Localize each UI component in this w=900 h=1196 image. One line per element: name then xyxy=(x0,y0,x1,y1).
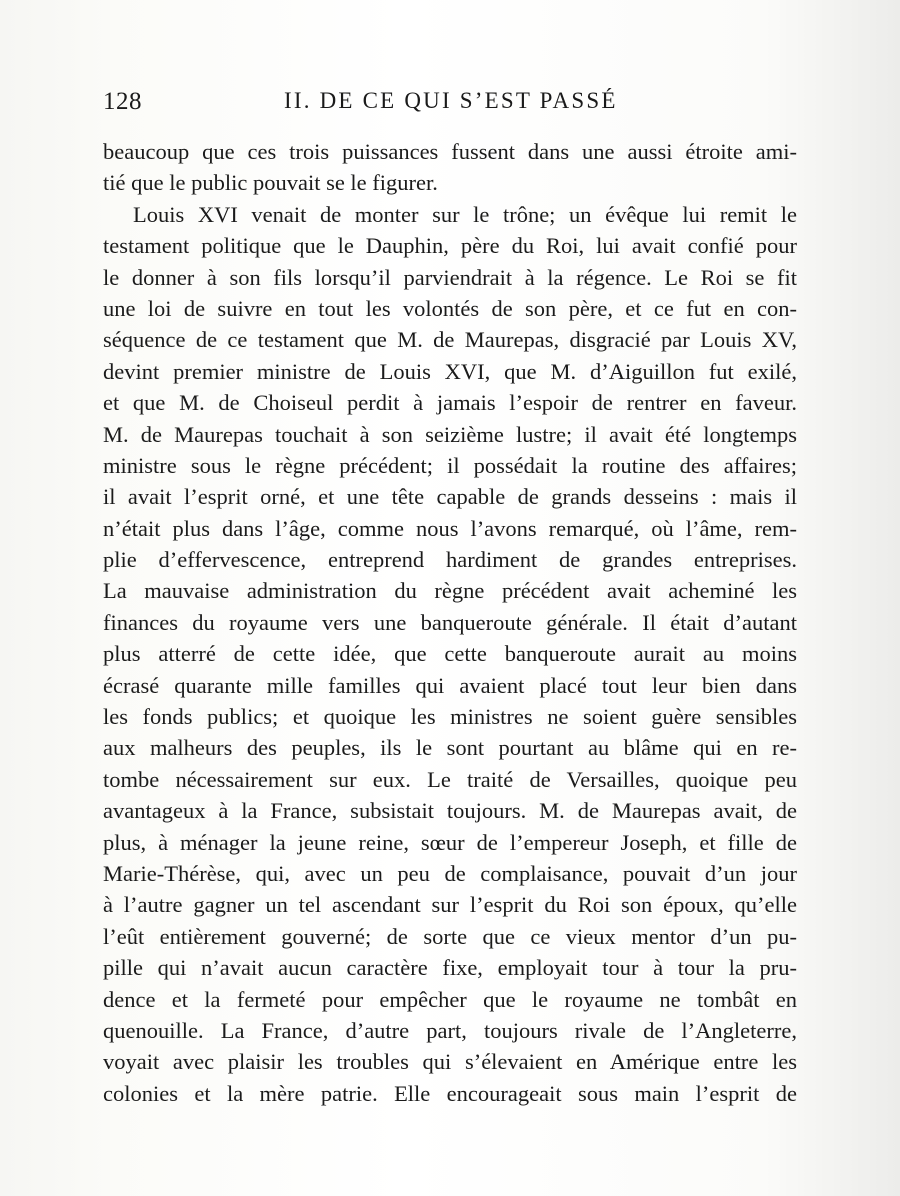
text-line: l’eût entièrement gouverné; de sorte que ce vieux mentor d’un pu- xyxy=(103,923,797,949)
text-line: n’était plus dans l’âge, comme nous l’avons remarqué, où l’âme, rem- xyxy=(103,515,797,541)
page-number: 128 xyxy=(103,88,142,115)
text-line: plus atterré de cette idée, que cette banqueroute aurait au moins xyxy=(103,641,797,667)
running-head: II. DE CE QUI S’EST PASSÉ xyxy=(284,88,618,113)
text-line: à l’autre gagner un tel ascendant sur l’esprit du Roi son époux, qu’elle xyxy=(103,892,797,918)
text-line: quenouille. La France, d’autre part, toujours rivale de l’Angleterre, xyxy=(103,1017,797,1043)
text-line: Marie-Thérèse, qui, avec un peu de complaisance, pouvait d’un jour xyxy=(103,860,797,886)
text-line: finances du royaume vers une banqueroute générale. Il était d’autant xyxy=(103,609,797,635)
text-line: M. de Maurepas touchait à son seizième lustre; il avait été longtemps xyxy=(103,421,797,447)
text-line: écrasé quarante mille familles qui avaient placé tout leur bien dans xyxy=(103,672,797,698)
text-line: colonies et la mère patrie. Elle encourageait sous main l’esprit de xyxy=(103,1080,797,1106)
text-line: devint premier ministre de Louis XVI, que M. d’Aiguillon fut exilé, xyxy=(103,358,797,384)
text-line: le donner à son fils lorsqu’il parviendrait à la régence. Le Roi se fit xyxy=(103,264,797,290)
text-line: les fonds publics; et quoique les ministres ne soient guère sensibles xyxy=(103,704,797,730)
text-line: séquence de ce testament que M. de Maurepas, disgracié par Louis XV, xyxy=(103,327,797,353)
text-line: voyait avec plaisir les troubles qui s’élevaient en Amérique entre les xyxy=(103,1049,797,1075)
page-header xyxy=(103,86,797,126)
text-line: Louis XVI venait de monter sur le trône; un évêque lui remit le xyxy=(133,201,797,227)
text-line: plie d’effervescence, entreprend hardiment de grandes entreprises. xyxy=(103,547,797,573)
text-line: tié que le public pouvait se le figurer. xyxy=(103,170,438,196)
text-line: La mauvaise administration du règne précédent avait acheminé les xyxy=(103,578,797,604)
text-line: avantageux à la France, subsistait toujours. M. de Maurepas avait, de xyxy=(103,798,797,824)
text-line: tombe nécessairement sur eux. Le traité de Versailles, quoique peu xyxy=(103,766,797,792)
text-line: il avait l’esprit orné, et une tête capable de grands desseins : mais il xyxy=(103,484,797,510)
text-line: et que M. de Choiseul perdit à jamais l’espoir de rentrer en faveur. xyxy=(103,390,797,416)
text-line: dence et la fermeté pour empêcher que le royaume ne tombât en xyxy=(103,986,797,1012)
text-line: ministre sous le règne précédent; il possédait la routine des affaires; xyxy=(103,452,797,478)
body-text xyxy=(103,136,797,1109)
text-line: aux malheurs des peuples, ils le sont pourtant au blâme qui en re- xyxy=(103,735,797,761)
text-line: pille qui n’avait aucun caractère fixe, employait tour à tour la pru- xyxy=(103,955,797,981)
text-line: beaucoup que ces trois puissances fussent dans une aussi étroite ami- xyxy=(103,139,797,164)
text-line: une loi de suivre en tout les volontés de son père, et ce fut en con- xyxy=(103,295,797,321)
text-line: testament politique que le Dauphin, père du Roi, lui avait confié pour xyxy=(103,233,797,259)
text-line: plus, à ménager la jeune reine, sœur de l’empereur Joseph, et fille de xyxy=(103,829,797,855)
